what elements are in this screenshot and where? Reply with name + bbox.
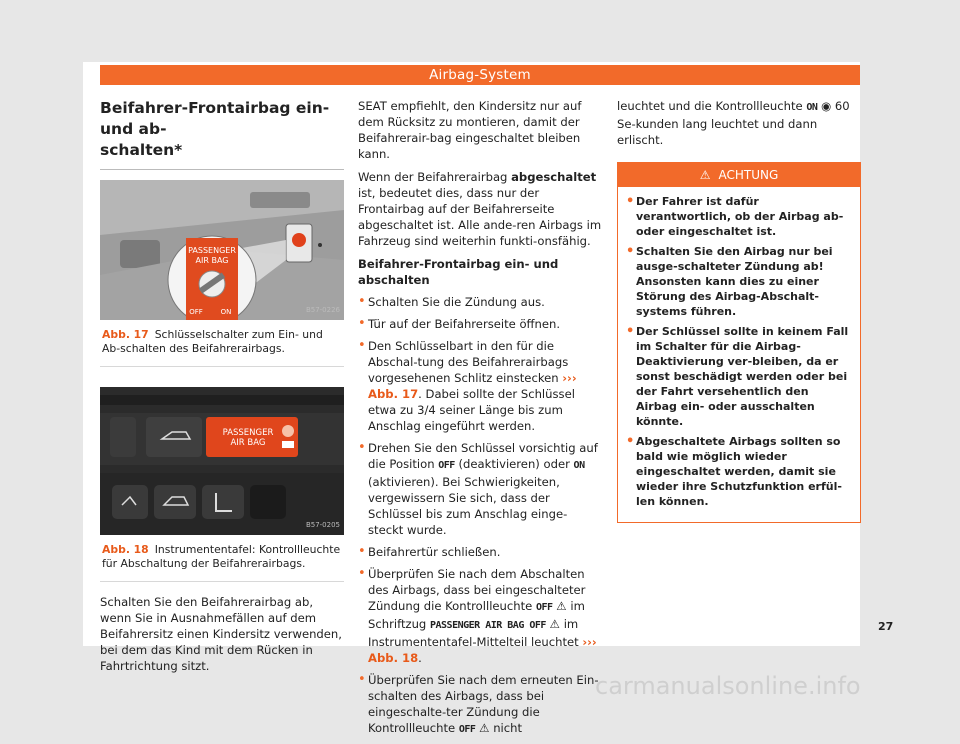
figure-caption [100,543,344,571]
switch-label-airbag: AIR BAG [195,256,229,265]
switch-label-passenger: PASSENGER [188,246,236,255]
text-span: nicht [489,721,523,735]
text-span: ist, bedeutet dies, dass nur der Frontairbag auf der Beifahrerseite abgeschaltet ist. Alle ande-ren Airbags im Fahrzeug sind weiterhin funkti-onsfähig. [358,186,602,248]
on-symbol: ON [573,460,585,471]
column-middle [358,98,602,744]
figure-code: B57-0226 [305,306,340,314]
paragraph-recommendation: SEAT empfiehlt, den Kindersitz nur auf dem Rücksitz zu montieren, damit der Beifahrerair-bag eingeschaltet bleiben kann. [358,99,582,161]
text-span: Den Schlüsselbart in den für die Abschal-tung des Beifahrerairbags vorgesehenen Schlitz einstecken [368,339,569,385]
warning-item: • Abgeschaltete Airbags sollten so bald wie möglich wieder eingeschaltet werden, damit sie wieder ihre Schutzfunktion erfül-len können. [626,434,852,509]
chapter-header [100,65,860,85]
warning-item: • Der Fahrer ist dafür verantwortlich, ob der Airbag ab- oder eingeschaltet ist. [626,194,852,239]
key-switch-illustration [100,180,344,320]
airbag-warning-icon: ⚠ [549,617,561,631]
warning-item: • Schalten Sie den Airbag nur bei ausge-schalteter Zündung ab! Ansonsten kann dies zu einer Störung des Airbag-Abschalt-systems führen. [626,244,852,319]
figure-caption-text: Schlüsselschalter zum Ein- und Ab-schalten des Beifahrerairbags. [102,328,323,355]
bold-term: abgeschaltet [511,170,597,184]
panel-label-passenger: PASSENGER [222,428,274,438]
warning-item: • Der Schlüssel sollte in keinem Fall im Schalter für die Airbag-Deaktivierung ver-bleiben, da er sonst beschädigt werden oder bei der Fahrt versehentlich den Airbag ein- oder ausschalten könnte. [626,324,852,429]
caption-divider [100,581,344,582]
text-span: Drehen Sie den Schlüssel vorsichtig auf die Position [368,441,598,471]
airbag-on-icon: ◉ [821,99,832,113]
figure-caption-text: Instrumententafel: Kontrollleuchte für Abschaltung der Beifahrerairbags. [102,543,341,570]
text-span: . [418,651,422,665]
section-title [100,98,344,161]
text-span: (deaktivieren) oder [454,457,574,471]
figure-code: B57-0205 [305,521,340,529]
section-title-line1: Beifahrer-Frontairbag ein- und ab- [100,99,330,138]
warning-header [618,163,860,187]
text-span: im Instrumententafel-Mittelteil leuchtet [368,617,583,649]
text-span: im Schriftzug [368,599,585,631]
page-number: 27 [878,620,894,633]
list-item [358,440,602,538]
list-item [358,566,602,666]
text-span: (aktivieren). Bei Schwierigkeiten, vergewissern Sie sich, dass der Schlüssel bis zum Anschlag einge-steckt wurde. [368,475,568,537]
watermark: carmanualsonline.info [595,672,861,700]
warning-body [618,187,860,522]
intro-paragraph: Schalten Sie den Beifahrerairbag ab, wenn Sie in Ausnahmefällen auf dem Beifahrersitz einen Kindersitz verwenden, bei dem das Kind mit dem Rücken in Fahrtrichtung sitzt. [100,595,342,673]
text-span: Wenn der Beifahrerairbag [358,170,512,184]
off-symbol: OFF [458,724,476,735]
switch-label-off: OFF [189,308,203,316]
panel-label-airbag: AIR BAG [230,438,266,448]
passenger-airbag-off-symbol: PASSENGER AIR BAG OFF [429,620,546,631]
warning-box [617,162,861,523]
list-item [358,338,602,434]
airbag-warning-icon: ⚠ [479,721,490,735]
figure-number: Abb. 18 [102,543,149,556]
instrument-panel-illustration [100,387,344,535]
off-symbol: OFF [536,602,553,613]
paragraph-continuation [617,98,861,148]
procedure-heading: Beifahrer-Frontairbag ein- und abschalten [358,257,559,287]
text-span: Überprüfen Sie nach dem erneuten Ein-schalten des Airbags, dass bei eingeschalte-ter Zündung die Kontrollleuchte [368,673,599,735]
list-item: • Schalten Sie die Zündung aus. [358,294,602,310]
figure-key-switch [100,180,344,320]
list-item: • Tür auf der Beifahrerseite öffnen. [358,316,602,332]
figure-instrument-panel [100,387,344,535]
text-span: Überprüfen Sie nach dem Abschalten des Airbags, dass bei eingeschalteter Zündung die Kontrollleuchte [368,567,586,613]
text-span: . Dabei sollte der Schlüssel etwa zu 3/4 seiner Länge bis zum Anschlag eingeführt werden. [368,387,575,433]
column-right [617,98,861,523]
airbag-warning-icon: ⚠ [556,599,567,613]
warning-triangle-icon: ⚠ [699,168,711,182]
section-title-line2: schalten* [100,141,183,159]
paragraph-deactivated [358,169,602,249]
figure-reference-link[interactable]: ››› Abb. 17 [368,371,577,401]
text-span: leuchtet und die Kontrollleuchte [617,99,807,113]
switch-label-on: ON [220,308,232,316]
off-symbol: OFF [438,460,455,471]
list-item [358,672,602,738]
on-symbol: ON [806,102,818,113]
column-left [100,98,344,681]
list-item: • Beifahrertür schließen. [358,544,602,560]
figure-number: Abb. 17 [102,328,149,341]
text-span: 60 Se-kunden lang leuchtet und dann erlischt. [617,99,850,147]
title-divider [100,169,344,170]
chapter-title: Airbag-System [429,67,531,83]
warning-title: ACHTUNG [718,168,779,182]
figure-caption [100,328,344,356]
caption-divider [100,366,344,367]
figure-reference-link[interactable]: ››› Abb. 18 [368,635,597,665]
